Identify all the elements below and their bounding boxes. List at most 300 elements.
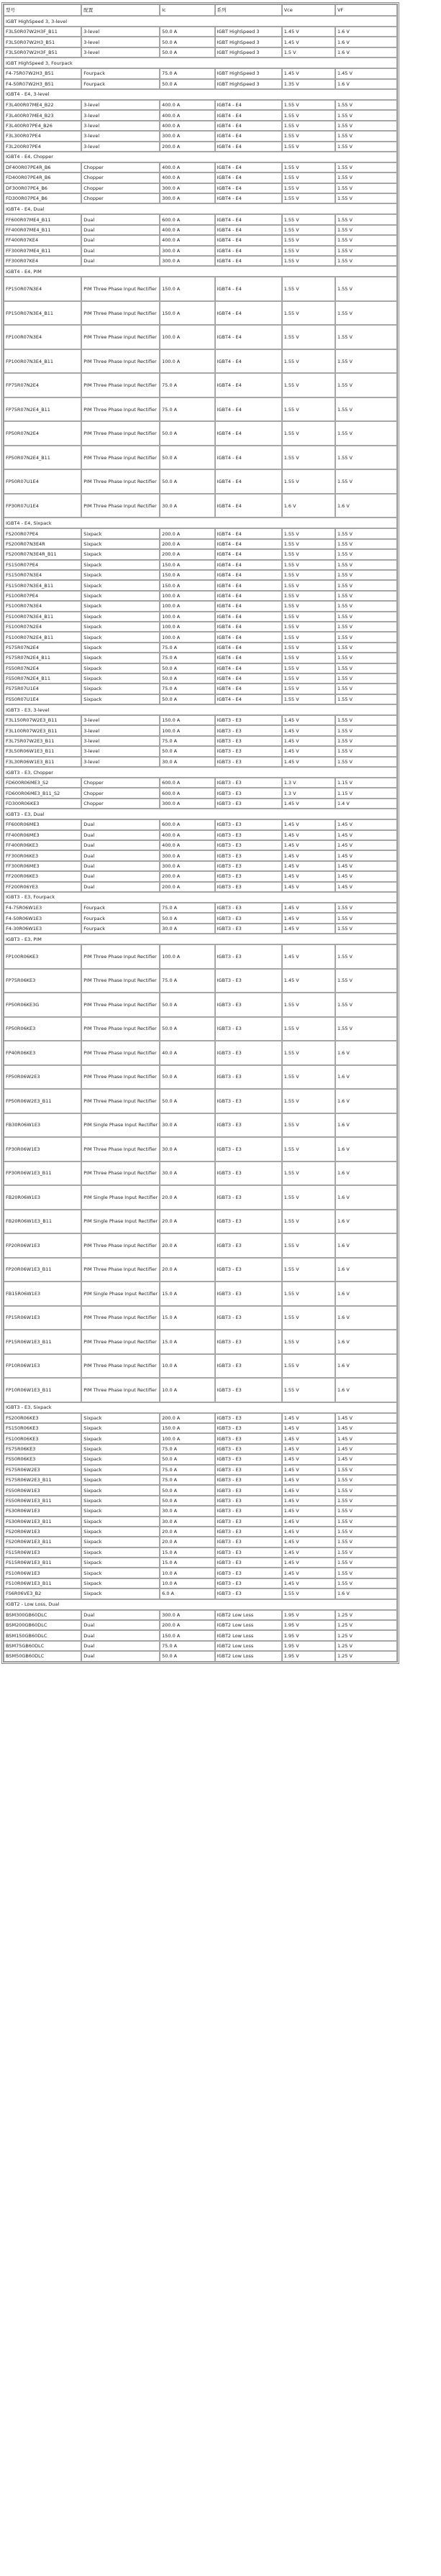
cell-vf: 1.45 V	[335, 1454, 397, 1464]
cell-model: DF300R07PE4_B6	[4, 183, 81, 193]
cell-ic: 50.0 A	[160, 27, 214, 37]
cell-ic: 300.0 A	[160, 850, 214, 860]
cell-series: IGBT3 - E3	[215, 840, 282, 850]
cell-vf: 1.6 V	[335, 27, 397, 37]
cell-config: Dual	[81, 830, 160, 840]
cell-ic: 75.0 A	[160, 397, 214, 422]
cell-vce: 1.45 V	[282, 969, 335, 993]
table-row	[4, 397, 397, 422]
cell-config: 3-level	[81, 37, 160, 47]
cell-vf: 1.55 V	[335, 301, 397, 326]
cell-series: IGBT HighSpeed 3	[215, 27, 282, 37]
cell-model: F3L100R07W2E3_B11	[4, 725, 81, 735]
cell-config: Dual	[81, 256, 160, 266]
cell-model: FS150R06KE3	[4, 1423, 81, 1433]
cell-config: Chopper	[81, 788, 160, 798]
cell-ic: 50.0 A	[160, 1089, 214, 1113]
cell-config: PIM Single Phase Input Rectifier	[81, 1185, 160, 1210]
cell-ic: 50.0 A	[160, 421, 214, 446]
cell-config: Dual	[81, 850, 160, 860]
cell-vf: 1.6 V	[335, 1354, 397, 1379]
cell-model: FF300R07ME4_B11	[4, 246, 81, 256]
cell-config: Dual	[81, 1641, 160, 1651]
cell-config: PIM Three Phase Input Rectifier	[81, 301, 160, 326]
cell-vf: 1.55 V	[335, 325, 397, 349]
table-row	[4, 1620, 397, 1630]
cell-ic: 100.0 A	[160, 612, 214, 622]
table-row	[4, 1506, 397, 1516]
table-row	[4, 1210, 397, 1234]
cell-vf: 1.55 V	[335, 1017, 397, 1041]
cell-vce: 1.45 V	[282, 861, 335, 871]
cell-vce: 1.55 V	[282, 142, 335, 152]
cell-config: Sixpack	[81, 528, 160, 538]
table-row	[4, 37, 397, 47]
cell-ic: 50.0 A	[160, 993, 214, 1017]
cell-vf: 1.6 V	[335, 1137, 397, 1162]
cell-vce: 1.55 V	[282, 1233, 335, 1258]
cell-config: PIM Single Phase Input Rectifier	[81, 1113, 160, 1138]
section-header-row	[4, 89, 397, 100]
cell-model: F3L200R07PE4	[4, 142, 81, 152]
cell-vce: 1.55 V	[282, 1378, 335, 1402]
table-row	[4, 494, 397, 518]
cell-vce: 1.45 V	[282, 757, 335, 767]
cell-ic: 75.0 A	[160, 736, 214, 746]
table-row	[4, 172, 397, 183]
cell-series: IGBT4 - E4	[215, 560, 282, 570]
cell-vce: 1.55 V	[282, 172, 335, 183]
cell-model: FF400R07KE4	[4, 235, 81, 245]
cell-model: FP75R06KE3	[4, 969, 81, 993]
cell-vce: 1.55 V	[282, 570, 335, 580]
table-body	[4, 4, 397, 1662]
table-row	[4, 663, 397, 673]
cell-series: IGBT3 - E3	[215, 1506, 282, 1516]
cell-vce: 1.45 V	[282, 1537, 335, 1547]
cell-vce: 1.55 V	[282, 446, 335, 470]
cell-config: PIM Three Phase Input Rectifier	[81, 325, 160, 349]
cell-series: IGBT3 - E3	[215, 903, 282, 913]
cell-model: FS200R07PE4	[4, 528, 81, 538]
cell-ic: 50.0 A	[160, 79, 214, 89]
section-title: IGBT2 - Low Loss, Dual	[4, 1599, 397, 1610]
cell-config: 3-level	[81, 131, 160, 141]
table-row	[4, 840, 397, 850]
cell-vf: 1.55 V	[335, 663, 397, 673]
cell-series: IGBT3 - E3	[215, 861, 282, 871]
cell-series: IGBT3 - E3	[215, 1258, 282, 1282]
cell-config: Sixpack	[81, 1537, 160, 1547]
cell-series: IGBT3 - E3	[215, 1137, 282, 1162]
cell-config: Dual	[81, 214, 160, 224]
cell-model: FS50R07U1E4	[4, 694, 81, 704]
cell-model: F3L400R07ME4_B23	[4, 110, 81, 120]
cell-model: FP15R06W1E3_B11	[4, 1330, 81, 1354]
cell-vce: 1.45 V	[282, 871, 335, 881]
cell-config: Fourpack	[81, 79, 160, 89]
table-row	[4, 100, 397, 110]
cell-model: FS20R06W1E3	[4, 1527, 81, 1537]
cell-series: IGBT4 - E4	[215, 528, 282, 538]
cell-config: Dual	[81, 235, 160, 245]
cell-series: IGBT3 - E3	[215, 799, 282, 809]
cell-ic: 150.0 A	[160, 277, 214, 301]
cell-ic: 150.0 A	[160, 301, 214, 326]
table-row	[4, 1630, 397, 1640]
cell-vf: 1.55 V	[335, 969, 397, 993]
cell-config: 3-level	[81, 142, 160, 152]
cell-config: Dual	[81, 861, 160, 871]
cell-ic: 50.0 A	[160, 37, 214, 47]
cell-model: FS75R07N2E4	[4, 643, 81, 653]
cell-model: FS15R06W1E3	[4, 1547, 81, 1558]
cell-vf: 1.25 V	[335, 1610, 397, 1620]
cell-vf: 1.55 V	[335, 421, 397, 446]
cell-config: PIM Three Phase Input Rectifier	[81, 349, 160, 374]
cell-series: IGBT3 - E3	[215, 1282, 282, 1306]
cell-vf: 1.55 V	[335, 612, 397, 622]
cell-vf: 1.6 V	[335, 1162, 397, 1186]
cell-model: FS100R07N2E4_B11	[4, 632, 81, 642]
cell-vce: 1.3 V	[282, 778, 335, 788]
cell-config: 3-level	[81, 27, 160, 37]
cell-vf: 1.4 V	[335, 799, 397, 809]
cell-vce: 1.55 V	[282, 539, 335, 549]
cell-config: Sixpack	[81, 560, 160, 570]
igbt-spec-table	[1, 2, 399, 1664]
cell-vf: 1.55 V	[335, 993, 397, 1017]
cell-series: IGBT4 - E4	[215, 663, 282, 673]
cell-model: FS6R06VE3_B2	[4, 1588, 81, 1598]
section-title: IGBT4 - E4, PIM	[4, 266, 397, 277]
cell-model: FS100R07N3E4	[4, 601, 81, 611]
cell-vf: 1.25 V	[335, 1620, 397, 1630]
cell-model: F3L150R07W2E3_B11	[4, 715, 81, 725]
cell-series: IGBT4 - E4	[215, 235, 282, 245]
cell-vf: 1.6 V	[335, 494, 397, 518]
cell-vce: 1.55 V	[282, 1137, 335, 1162]
cell-series: IGBT2 Low Loss	[215, 1620, 282, 1630]
cell-model: FS10R06W1E3	[4, 1568, 81, 1578]
cell-config: Sixpack	[81, 1517, 160, 1527]
cell-model: FP30R07U1E4	[4, 494, 81, 518]
cell-vce: 1.5 V	[282, 47, 335, 58]
cell-vf: 1.15 V	[335, 778, 397, 788]
table-row	[4, 1558, 397, 1568]
cell-vf: 1.55 V	[335, 725, 397, 735]
cell-vce: 1.55 V	[282, 110, 335, 120]
cell-model: FP10R06W1E3	[4, 1354, 81, 1379]
cell-series: IGBT3 - E3	[215, 882, 282, 892]
table-row	[4, 277, 397, 301]
table-row	[4, 850, 397, 860]
cell-series: IGBT3 - E3	[215, 850, 282, 860]
section-title: IGBT3 - E3, Dual	[4, 809, 397, 819]
cell-vf: 1.55 V	[335, 277, 397, 301]
cell-model: FS100R06KE3	[4, 1433, 81, 1443]
cell-ic: 75.0 A	[160, 903, 214, 913]
cell-config: 3-level	[81, 715, 160, 725]
cell-vf: 1.55 V	[335, 591, 397, 601]
section-header-row	[4, 203, 397, 214]
cell-vce: 1.55 V	[282, 246, 335, 256]
cell-vce: 1.45 V	[282, 882, 335, 892]
cell-config: Sixpack	[81, 663, 160, 673]
cell-series: IGBT3 - E3	[215, 1465, 282, 1475]
cell-model: FB30R06W1E3	[4, 1113, 81, 1138]
header-vf: VF	[335, 4, 397, 16]
cell-vce: 1.45 V	[282, 1433, 335, 1443]
table-row	[4, 1017, 397, 1041]
cell-series: IGBT3 - E3	[215, 1517, 282, 1527]
cell-ic: 10.0 A	[160, 1578, 214, 1588]
cell-model: F3L300R07PE4	[4, 131, 81, 141]
cell-vce: 1.55 V	[282, 1330, 335, 1354]
cell-series: IGBT3 - E3	[215, 1568, 282, 1578]
cell-vce: 1.45 V	[282, 27, 335, 37]
cell-ic: 75.0 A	[160, 1475, 214, 1485]
cell-config: Dual	[81, 246, 160, 256]
cell-vf: 1.15 V	[335, 788, 397, 798]
cell-model: FP75R07N2E4	[4, 373, 81, 397]
cell-vce: 1.55 V	[282, 993, 335, 1017]
cell-ic: 100.0 A	[160, 944, 214, 969]
cell-series: IGBT HighSpeed 3	[215, 79, 282, 89]
cell-model: FP150R07N3E4_B11	[4, 301, 81, 326]
cell-vf: 1.6 V	[335, 1210, 397, 1234]
table-row	[4, 528, 397, 538]
section-title: IGBT4 - E4, Sixpack	[4, 518, 397, 528]
cell-series: IGBT3 - E3	[215, 1413, 282, 1423]
cell-vce: 1.55 V	[282, 1210, 335, 1234]
cell-vf: 1.55 V	[335, 183, 397, 193]
cell-series: IGBT4 - E4	[215, 684, 282, 694]
cell-vf: 1.45 V	[335, 882, 397, 892]
cell-series: IGBT4 - E4	[215, 131, 282, 141]
table-row	[4, 469, 397, 494]
cell-vf: 1.55 V	[335, 110, 397, 120]
cell-vce: 1.95 V	[282, 1630, 335, 1640]
cell-model: FP50R07N2E4_B11	[4, 446, 81, 470]
cell-series: IGBT4 - E4	[215, 142, 282, 152]
cell-model: FS50R07N2E4	[4, 663, 81, 673]
cell-model: FS30R06W1E3	[4, 1506, 81, 1516]
cell-ic: 30.0 A	[160, 757, 214, 767]
cell-series: IGBT3 - E3	[215, 1558, 282, 1568]
cell-ic: 50.0 A	[160, 1454, 214, 1464]
cell-ic: 30.0 A	[160, 1113, 214, 1138]
cell-config: PIM Three Phase Input Rectifier	[81, 397, 160, 422]
cell-series: IGBT4 - E4	[215, 172, 282, 183]
cell-series: IGBT3 - E3	[215, 1527, 282, 1537]
table-row	[4, 1537, 397, 1547]
cell-ic: 50.0 A	[160, 913, 214, 923]
cell-model: FD600R06ME3_S2	[4, 778, 81, 788]
cell-model: FS100R07PE4	[4, 591, 81, 601]
cell-ic: 15.0 A	[160, 1282, 214, 1306]
cell-vce: 1.55 V	[282, 1282, 335, 1306]
table-row	[4, 1137, 397, 1162]
cell-ic: 200.0 A	[160, 1413, 214, 1423]
cell-series: IGBT4 - E4	[215, 549, 282, 559]
cell-config: Sixpack	[81, 591, 160, 601]
cell-series: IGBT4 - E4	[215, 612, 282, 622]
cell-ic: 600.0 A	[160, 819, 214, 829]
section-title: IGBT4 - E4, Dual	[4, 203, 397, 214]
cell-ic: 300.0 A	[160, 256, 214, 266]
cell-config: Dual	[81, 819, 160, 829]
cell-series: IGBT4 - E4	[215, 162, 282, 172]
cell-vce: 1.55 V	[282, 643, 335, 653]
cell-vce: 1.45 V	[282, 903, 335, 913]
section-header-row	[4, 767, 397, 778]
cell-model: F4-75R07W2H3_B51	[4, 68, 81, 78]
table-row	[4, 225, 397, 235]
cell-config: Sixpack	[81, 1588, 160, 1598]
cell-ic: 75.0 A	[160, 68, 214, 78]
cell-vf: 1.55 V	[335, 246, 397, 256]
cell-vf: 1.55 V	[335, 924, 397, 934]
cell-ic: 20.0 A	[160, 1210, 214, 1234]
cell-series: IGBT4 - E4	[215, 301, 282, 326]
table-row	[4, 1568, 397, 1578]
cell-config: Sixpack	[81, 1475, 160, 1485]
cell-series: IGBT4 - E4	[215, 325, 282, 349]
cell-ic: 20.0 A	[160, 1258, 214, 1282]
cell-model: BSM50GB60DLC	[4, 1651, 81, 1661]
cell-model: FS75R06W2E3_B11	[4, 1475, 81, 1485]
table-row	[4, 1475, 397, 1485]
table-row	[4, 643, 397, 653]
cell-config: PIM Three Phase Input Rectifier	[81, 944, 160, 969]
cell-model: FF400R07ME4_B11	[4, 225, 81, 235]
cell-ic: 75.0 A	[160, 1641, 214, 1651]
cell-series: IGBT3 - E3	[215, 830, 282, 840]
cell-model: FS100R07N2E4	[4, 622, 81, 632]
cell-vce: 1.55 V	[282, 1588, 335, 1598]
cell-series: IGBT4 - E4	[215, 246, 282, 256]
cell-model: FP50R06W2E3	[4, 1065, 81, 1090]
cell-vce: 1.95 V	[282, 1620, 335, 1630]
cell-model: FP100R07N3E4	[4, 325, 81, 349]
cell-series: IGBT4 - E4	[215, 643, 282, 653]
header-row	[4, 4, 397, 16]
cell-ic: 300.0 A	[160, 861, 214, 871]
cell-model: FP50R07U1E4	[4, 469, 81, 494]
cell-ic: 150.0 A	[160, 715, 214, 725]
table-row	[4, 1089, 397, 1113]
cell-config: Chopper	[81, 799, 160, 809]
cell-model: F3L75R07W2E3_B11	[4, 736, 81, 746]
cell-model: FD400R07PE4R_B6	[4, 172, 81, 183]
cell-vce: 1.45 V	[282, 830, 335, 840]
cell-config: Fourpack	[81, 913, 160, 923]
cell-vf: 1.55 V	[335, 100, 397, 110]
table-row	[4, 1258, 397, 1282]
cell-ic: 20.0 A	[160, 1527, 214, 1537]
cell-vce: 1.45 V	[282, 1558, 335, 1568]
section-header-row	[4, 152, 397, 162]
cell-vf: 1.55 V	[335, 1485, 397, 1495]
cell-model: F3L50R07W2H3F_B11	[4, 27, 81, 37]
cell-model: FF300R07KE4	[4, 256, 81, 266]
cell-config: Sixpack	[81, 1465, 160, 1475]
cell-series: IGBT3 - E3	[215, 1496, 282, 1506]
cell-config: PIM Three Phase Input Rectifier	[81, 1378, 160, 1402]
cell-config: Fourpack	[81, 924, 160, 934]
cell-model: FS15R06W1E3_B11	[4, 1558, 81, 1568]
cell-series: IGBT4 - E4	[215, 121, 282, 131]
cell-config: Sixpack	[81, 1568, 160, 1578]
cell-ic: 300.0 A	[160, 799, 214, 809]
table-row	[4, 301, 397, 326]
section-title: IGBT3 - E3, Chopper	[4, 767, 397, 778]
cell-config: PIM Three Phase Input Rectifier	[81, 494, 160, 518]
cell-vf: 1.55 V	[335, 1527, 397, 1537]
cell-config: Sixpack	[81, 1578, 160, 1588]
cell-config: Sixpack	[81, 1496, 160, 1506]
cell-series: IGBT4 - E4	[215, 110, 282, 120]
cell-model: F3L50R06W1E3_B11	[4, 746, 81, 756]
cell-vce: 1.55 V	[282, 528, 335, 538]
cell-config: PIM Three Phase Input Rectifier	[81, 1233, 160, 1258]
cell-model: FS75R07U1E4	[4, 684, 81, 694]
cell-model: FF300R06KE3	[4, 850, 81, 860]
table-row	[4, 799, 397, 809]
cell-ic: 400.0 A	[160, 225, 214, 235]
cell-ic: 150.0 A	[160, 1423, 214, 1433]
cell-ic: 300.0 A	[160, 131, 214, 141]
cell-vf: 1.6 V	[335, 1306, 397, 1330]
cell-ic: 15.0 A	[160, 1306, 214, 1330]
table-row	[4, 622, 397, 632]
table-row	[4, 325, 397, 349]
cell-ic: 600.0 A	[160, 214, 214, 224]
cell-vce: 1.45 V	[282, 736, 335, 746]
cell-vf: 1.6 V	[335, 1233, 397, 1258]
cell-vce: 1.45 V	[282, 1527, 335, 1537]
cell-vf: 1.55 V	[335, 653, 397, 663]
cell-model: FS75R06KE3	[4, 1444, 81, 1454]
cell-vce: 1.45 V	[282, 1444, 335, 1454]
cell-ic: 300.0 A	[160, 183, 214, 193]
cell-ic: 50.0 A	[160, 1017, 214, 1041]
cell-model: FS200R07N3E4R_B11	[4, 549, 81, 559]
table-row	[4, 1354, 397, 1379]
cell-series: IGBT3 - E3	[215, 1444, 282, 1454]
cell-vf: 1.55 V	[335, 142, 397, 152]
table-row	[4, 903, 397, 913]
table-row	[4, 570, 397, 580]
cell-series: IGBT4 - E4	[215, 100, 282, 110]
table-row	[4, 1233, 397, 1258]
cell-config: Sixpack	[81, 1433, 160, 1443]
cell-model: FS20R06W1E3_B11	[4, 1537, 81, 1547]
table-row	[4, 446, 397, 470]
cell-vce: 1.55 V	[282, 1162, 335, 1186]
cell-model: FF200R06KE3	[4, 871, 81, 881]
cell-config: Chopper	[81, 172, 160, 183]
cell-series: IGBT3 - E3	[215, 969, 282, 993]
cell-vf: 1.6 V	[335, 1089, 397, 1113]
table-row	[4, 47, 397, 58]
cell-model: FS50R06KE3	[4, 1454, 81, 1464]
table-row	[4, 924, 397, 934]
cell-series: IGBT3 - E3	[215, 1547, 282, 1558]
table-row	[4, 969, 397, 993]
header-series: 系列	[215, 4, 282, 16]
